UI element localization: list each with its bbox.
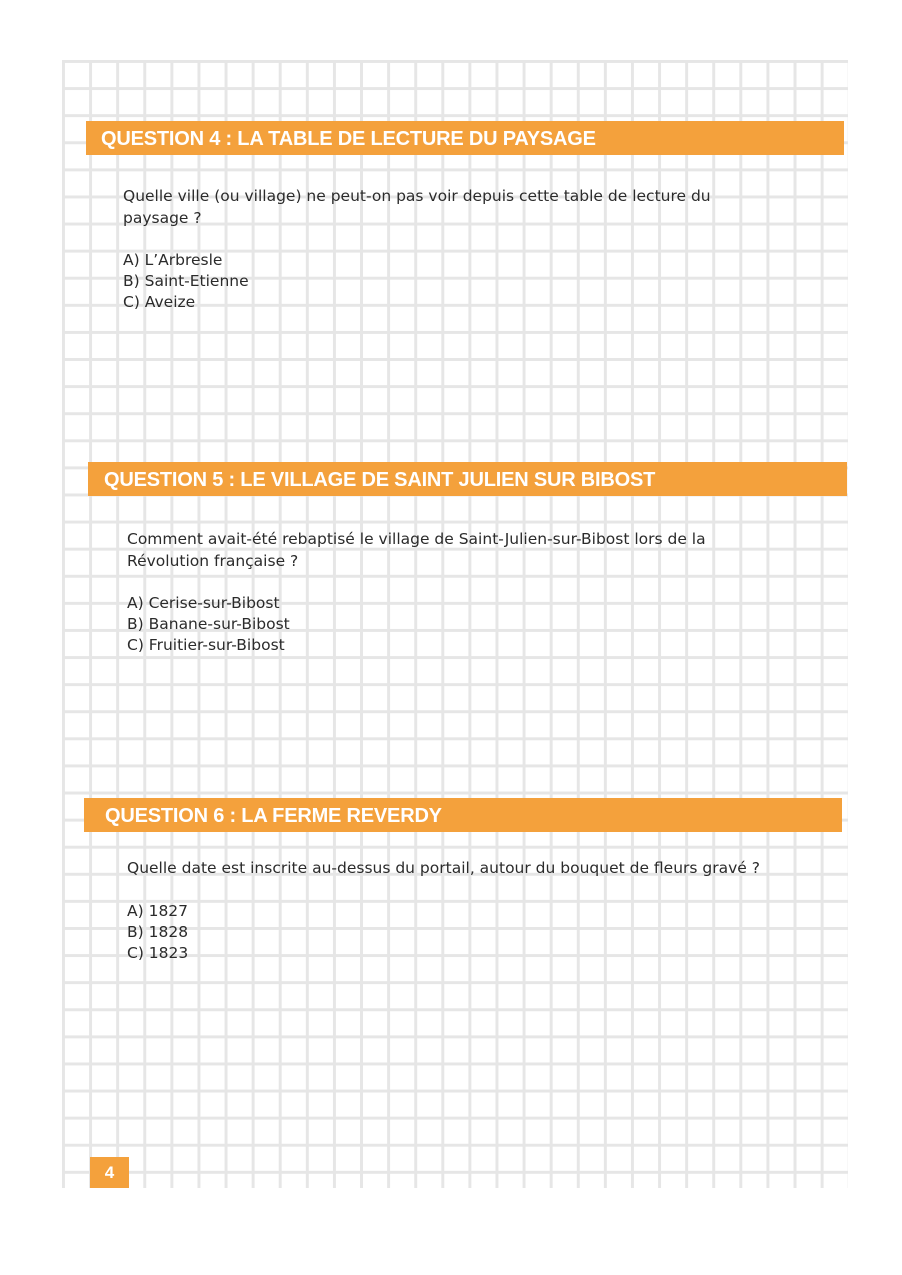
answer-option: C) Fruitier-sur-Bibost: [127, 636, 285, 655]
page-number: 4: [90, 1157, 129, 1188]
question-5-text: Comment avait-été rebaptisé le village de Saint-Julien-sur-Bibost lors de la Révolution française ?: [127, 530, 706, 570]
question-5-body: [127, 529, 777, 657]
answer-option: C) 1823: [127, 943, 189, 962]
question-6-body: [127, 858, 767, 964]
answer-option: C) Aveize: [123, 293, 196, 312]
question-4-text: Quelle ville (ou village) ne peut-on pas voir depuis cette table de lecture du paysage ?: [123, 187, 711, 227]
answer-option: A) L’Arbresle: [123, 251, 223, 269]
question-4-header: QUESTION 4 : LA TABLE DE LECTURE DU PAYSAGE: [86, 121, 844, 155]
question-6-text: Quelle date est inscrite au-dessus du portail, autour du bouquet de fleurs gravé ?: [127, 859, 760, 877]
question-4-body: [123, 186, 763, 314]
question-4-answers: [123, 250, 763, 314]
answer-option: B) Saint-Etienne: [123, 272, 249, 291]
question-6-header: QUESTION 6 : LA FERME REVERDY: [84, 798, 842, 832]
question-5-answers: [127, 593, 777, 657]
answer-option: A) Cerise-sur-Bibost: [127, 594, 280, 612]
answer-option: B) 1828: [127, 922, 189, 941]
answer-option: B) Banane-sur-Bibost: [127, 615, 290, 634]
question-6-answers: [127, 901, 767, 965]
answer-option: A) 1827: [127, 901, 189, 920]
question-5-header: QUESTION 5 : LE VILLAGE DE SAINT JULIEN SUR BIBOST: [88, 462, 847, 496]
